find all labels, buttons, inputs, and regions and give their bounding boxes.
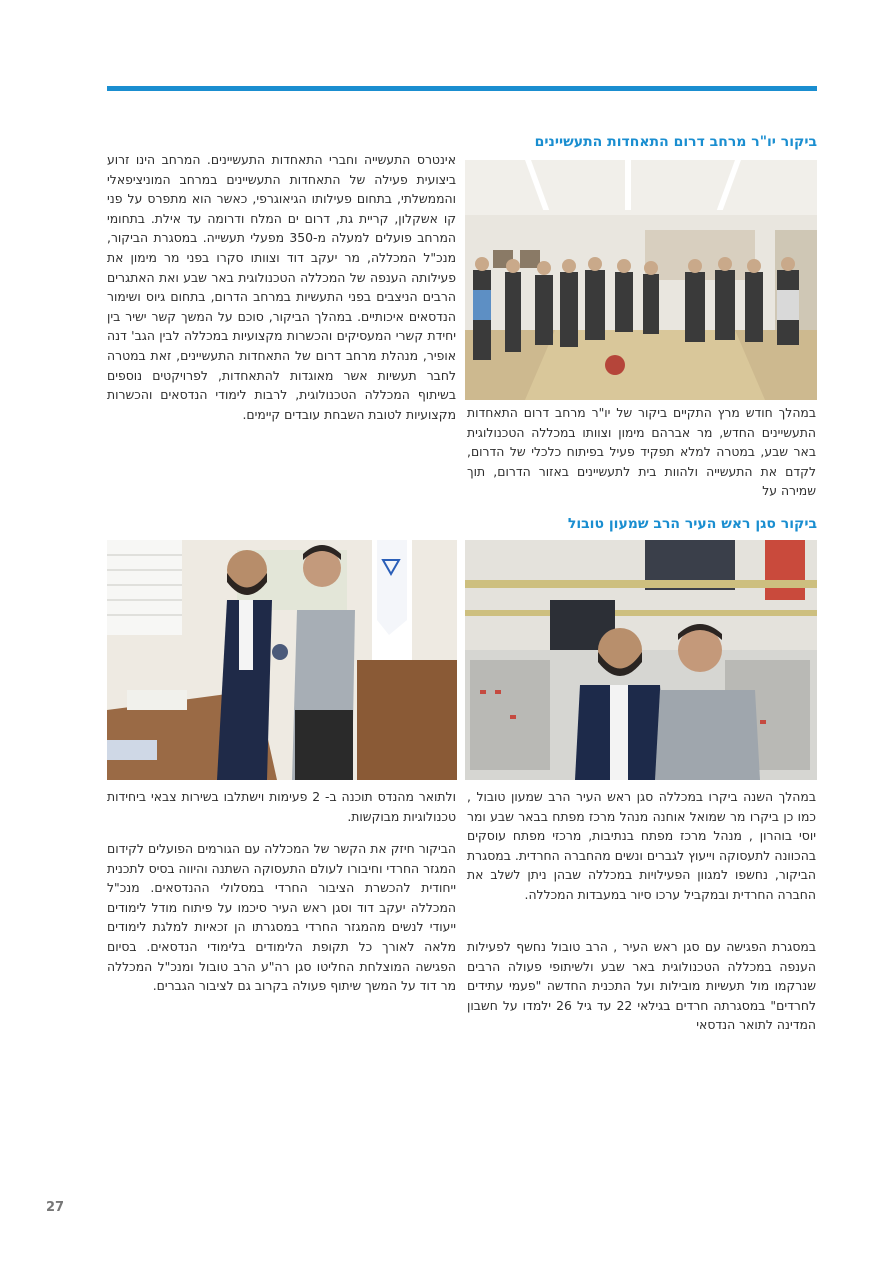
page-number: 27 bbox=[46, 1200, 65, 1215]
section1-paragraph-right: במהלך חודש מרץ התקיים ביקור של יו"ר מרחב דרום התאחדות התעשיינים החדש, מר אברהם מימון וצוותו במכללה הטכנולוגית באר שבע, במטרה למלא תפקיד פעיל בפיתוח כלכלי של הדרום, לקדם את התעשייה ולהוות בית לתעשיינים באזור הדרום, תוך שמירה על bbox=[467, 405, 816, 499]
section2-paragraph-right-1: במהלך השנה ביקרו במכללה סגן ראש העיר הרב שמעון טובול , כמו כן ביקרו מר שמואל אוחנה מנהל מרכז מפתח בבאר שבע ומר יוסי בוהרון , מנהל מרכז מפתח בנתיבות, מרכזי מפתח עוסקים בהכוונה לתעסוקה וייעוץ לגברים ונשים מהחברה החרדית. במסגרת הביקור, נחשפו למגוון הפעילויות במכללה שבהן ניתן לשלב את החברה החרדית ובמקביל ערכו סיור במעבדות המכללה. bbox=[467, 789, 816, 902]
lab-visit-photo bbox=[465, 540, 817, 780]
group-meeting-photo bbox=[465, 160, 817, 400]
section2-title: ביקור סגן ראש העיר הרב שמעון טובול bbox=[567, 516, 817, 532]
section2-paragraph-left-1: ולתואר מהנדס תוכנה ב- 2 פעימות וישתלבו בשירות צבאי ביחידות טכנולוגיות מבוקשות. bbox=[107, 789, 456, 824]
section1-paragraph-left: אינטרס התעשייה וחברי התאחדות התעשיינים. המרחב הינו זרוע ביצועית פעילה של התאחדות התעשיינים במרחב המוניציפאלי והממשלתי, בתחום פעילותו הגיאוגרפי, כאשר הוא מתפרס על פני קו אשקלון, קריית גת, דרום ים המלח ודרומה עד אילת. בתחומי המרחב פועלים למעלה מ-350 מפעלי תעשייה. במסגרת הביקור, מנכ"ל המכללה, מר יעקב דוד וצוותו סקרו בפני מר מימון את פעילותה הענפה של המכללה הטכנולוגית באר שבע ואת האתגרים הרבים הניצבים בפני התעשיות במרחב הדרום, בתחום גיוס ושימור הנדסאים איכותיים. במהלך הביקור, סוכם על המשך קשר ישיר בין יחידת קשרי המעסיקים והכשרות מקצועיות במכללה לבין הגב' דנה אופיר, מנהלת מרחב דרום של התאחדות התעשיינים, זאת במטרה לחבר תעשיות אשר מאוגדות להתאחדות, לפרויקטים נוספים בשיתוף המכללה הטכנולוגית, לרבות לימודי הנדסאים והכשרות מקצועיות לטובת השבחת עובדים קיימים. bbox=[107, 152, 456, 422]
section1-title: ביקור יו"ר מרחב דרום התאחדות התעשיינים bbox=[534, 134, 817, 150]
section2-paragraph-right-2: במסגרת הפגישה עם סגן ראש העיר , הרב טובול נחשף לפעילות הענפה במכללה הטכנולוגית באר שבע ולשיתופי פעולה הרבים שנרקמו מול תעשיות מובילות ועל התכנית החדשה "פעמי עתידים לחרדים" במסגרתה חרדים בגילאי 22 עד גיל 26 ילמדו על חשבון המדינה לתואר הנדסאי bbox=[467, 939, 816, 1033]
top-accent-bar bbox=[107, 86, 817, 91]
section2-paragraph-left-2: הביקור חיזק את הקשר של המכללה עם הגורמים הפועלים לקידום המגזר החרדי וחיבורו לעולם התעסוקה השתנה והיווה בסיס לתכנית ייחודית להכשרת הציבור החרדי במסלולי ההנדסאים. מנכ"ל המכללה יעקב דוד וסגן ראש העיר סיכמו על פיתוח מודל לימודים ייעודי לנשים מהמגזר החרדי במסגרתו הן זכאיות למלגת לימודים מלאה לאורך כל תקופת הלימודים בלימודי הנדסאים. בסיום הפגישה המוצלחת החליטו סגן רה"ע הרב טובול ומנכ"ל המכללה מר דוד על המשך שיתוף פעולה בקרוב גם לציבור הגברים. bbox=[107, 841, 456, 994]
office-plaque-photo bbox=[107, 540, 457, 780]
